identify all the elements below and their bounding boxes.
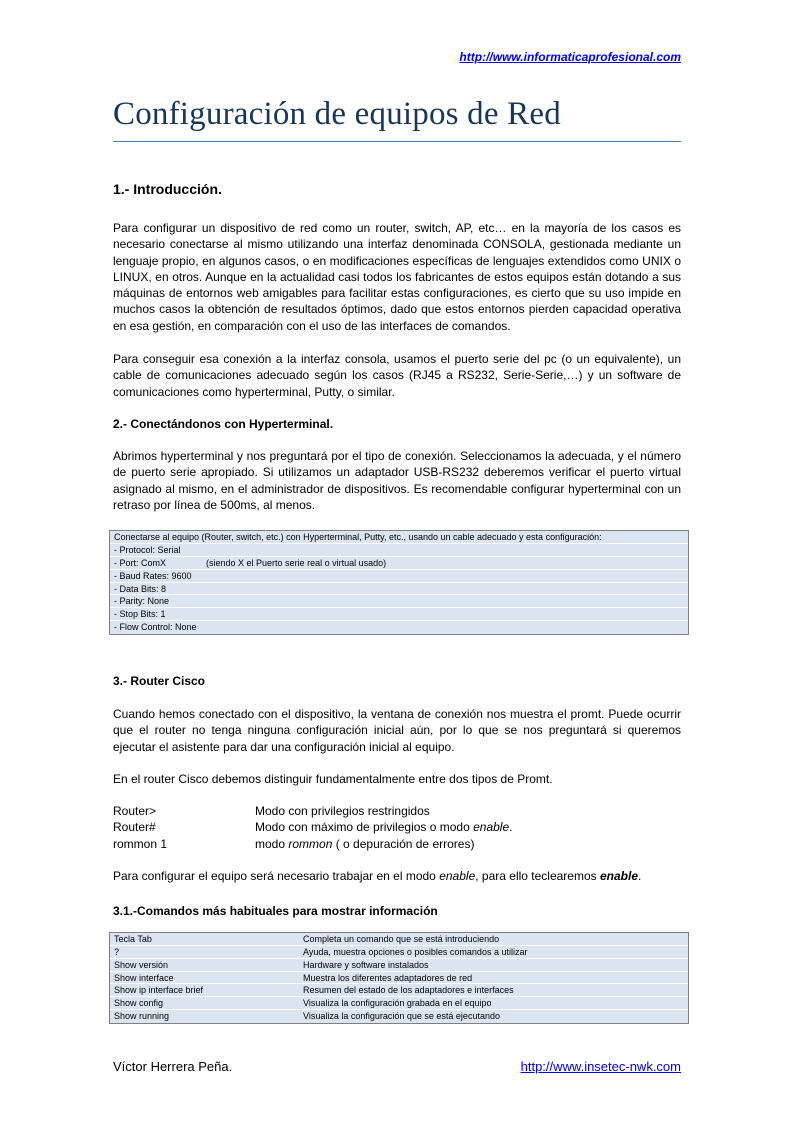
connection-config-box [109,530,689,635]
table-row [110,946,688,959]
prompt-mode-desc-emphasis: enable [473,820,510,835]
table-row [110,1010,688,1023]
footer-url-link[interactable]: http://www.insetec-nwk.com [520,1059,681,1074]
cisco-paragraph-2: En el router Cisco debemos distinguir fundamentalmente entre dos tipos de Promt. [113,772,553,786]
cisco-paragraph-3 [113,868,681,884]
enable-text-b: , para ello teclearemos [475,869,600,883]
description-cell: Visualiza la configuración grabada en el equipo [303,998,492,1009]
table-row [110,984,688,997]
command-cell: Show ip interface brief [114,985,204,996]
prompt-mode-cmd: rommon 1 [113,836,168,851]
prompt-mode-desc: modo [255,836,289,851]
command-cell: Tecla Tab [114,934,152,944]
config-port-label: - Port: ComX [114,557,167,568]
enable-text-a: Para configurar el equipo será necesario trabajar en el modo [113,869,440,883]
config-row: - Baud Rates: 9600 [110,570,688,583]
config-row: Conectarse al equipo (Router, switch, etc.) con Hyperterminal, Putty, etc., usando un cable adecuado y esta configuración: [110,531,688,544]
table-row [110,972,688,985]
section-heading-commands: 3.1.-Comandos más habituales para mostrar información [113,904,438,918]
command-cell: ? [114,946,120,957]
hyperterminal-paragraph: Abrimos hyperterminal y nos preguntará por el tipo de conexión. Seleccionamos la adecuada, y el número de puerto serie apropiado. Si utilizamos un adaptador USB-RS232 deberemos verificar el puerto virtual asignado al mismo, en el administrador de dispositivos. Es recomendable configurar hyperterminal con un retraso por línea de 500ms, al menos. [113,449,681,512]
prompt-mode-desc: Modo con privilegios restringidos [255,804,430,818]
intro-paragraph-2: Para conseguir esa conexión a la interfaz consola, usamos el puerto serie del pc (o un equivalente), un cable de comunicaciones adecuado según los casos (RJ45 a RS232, Serie-Serie,…) y un software de comunicaciones como hyperterminal, Putty, o similar. [113,352,681,399]
prompt-mode-cmd: Router> [113,804,157,818]
intro-paragraph-1: Para configurar un dispositivo de red como un router, switch, AP, etc… en la mayoría de los casos es necesario conectarse al mismo utilizando una interfaz denominada CONSOLA, gestionada mediante un lenguaje propio, en algunos casos, o en modificaciones específicas de lenguajes extendidos como UNIX o LINUX, en otros. Aunque en la actualidad casi todos los fabricantes de estos equipos están dotando a sus máquinas de entornos web amigables para facilitar estas configuraciones, es cierto que su uso impide en muchos casos la obtención de resultados óptimos, dado que estos entornos pierden capacidad operativa en esa gestión, en comparación con el uso de las interfaces de comandos. [113,221,681,333]
description-cell: Completa un comando que se está introduciendo [303,934,500,944]
description-cell: Muestra los diferentes adaptadores de red [303,972,473,983]
prompt-mode-row [113,803,513,819]
command-cell: Show versión [114,959,169,970]
footer-author: Víctor Herrera Peña. [113,1059,233,1074]
config-row: - Protocol: Serial [110,544,688,557]
commands-table [109,932,689,1024]
prompt-mode-row [113,819,513,835]
prompt-mode-desc-emphasis: rommon [288,836,333,851]
description-cell: Ayuda, muestra opciones o posibles comandos a utilizar [303,946,528,957]
enable-text-strong: enable [599,869,638,883]
table-row [110,959,688,972]
table-row [110,933,688,946]
description-cell: Resumen del estado de los adaptadores e interfaces [303,985,514,996]
config-row: - Parity: None [110,595,688,608]
config-row: - Flow Control: None [114,622,197,633]
prompt-mode-row [113,836,513,852]
prompt-modes-list [113,803,513,852]
config-row: - Data Bits: 8 [110,583,688,596]
header-url-link[interactable]: http://www.informaticaprofesional.com [459,50,681,64]
prompt-mode-desc-end: ( o depuración de errores) [332,836,475,851]
table-row [110,997,688,1010]
prompt-mode-desc-end: . [509,820,513,835]
enable-text-c: . [638,869,642,883]
enable-text-em: enable [439,869,476,883]
cisco-paragraph-1: Cuando hemos conectado con el dispositivo, la ventana de conexión nos muestra el promt. Puede ocurrir que el router no tenga ninguna configuración inicial aún, por lo que se nos preguntará si queremos ejecutar el asistente para dar una configuración inicial al equipo. [113,707,681,754]
prompt-mode-desc: Modo con máximo de privilegios o modo [255,820,474,835]
section-heading-cisco: 3.- Router Cisco [113,674,206,688]
config-row [110,557,688,570]
section-heading-hyperterminal: 2.- Conectándonos con Hyperterminal. [113,417,334,431]
command-cell: Show config [114,998,164,1009]
title-divider [113,141,681,142]
command-cell: Show running [114,1011,170,1022]
config-port-note: (siendo X el Puerto serie real o virtual usado) [206,557,387,568]
description-cell: Visualiza la configuración que se está ejecutando [303,1011,500,1022]
prompt-mode-cmd: Router# [113,820,156,835]
page-title: Configuración de equipos de Red [113,96,561,132]
config-row: - Stop Bits: 1 [110,608,688,621]
command-cell: Show interface [114,972,174,983]
section-heading-intro: 1.- Introducción. [113,181,222,197]
description-cell: Hardware y software instalados [303,959,429,970]
